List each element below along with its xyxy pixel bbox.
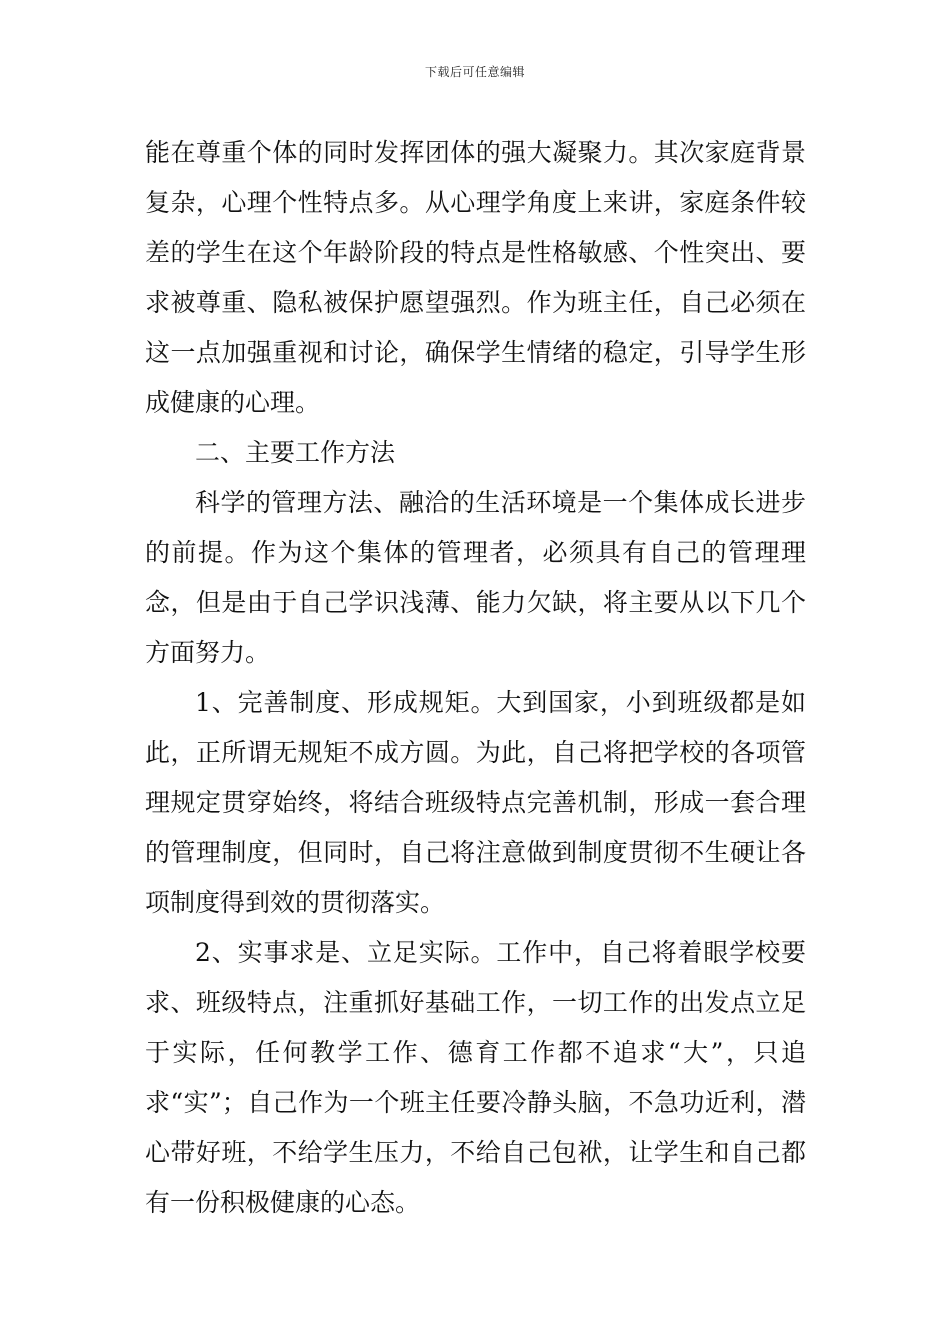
paragraph-intro: 科学的管理方法、融洽的生活环境是一个集体成长进步的前提。作为这个集体的管理者，必须具有自己的管理理念，但是由于自己学识浅薄、能力欠缺，将主要从以下几个方面努力。 [145, 488, 806, 667]
document-body [145, 128, 806, 1228]
paragraph-point-1: 1、完善制度、形成规矩。大到国家，小到班级都是如此，正所谓无规矩不成方圆。为此，自己将把学校的各项管理规定贯穿始终，将结合班级特点完善机制，形成一套合理的管理制度，但同时，自己将注意做到制度贯彻不生硬让各项制度得到效的贯彻落实。 [145, 688, 806, 917]
page-header: 下载后可任意编辑 [424, 65, 525, 79]
paragraph-continuation: 能在尊重个体的同时发挥团体的强大凝聚力。其次家庭背景复杂，心理个性特点多。从心理学角度上来讲，家庭条件较差的学生在这个年龄阶段的特点是性格敏感、个性突出、要求被尊重、隐私被保护愿望强烈。作为班主任，自己必须在这一点加强重视和讨论，确保学生情绪的稳定，引导学生形成健康的心理。 [145, 138, 806, 417]
section-heading: 二、主要工作方法 [195, 438, 396, 467]
paragraph-point-2: 2、实事求是、立足实际。工作中，自己将着眼学校要求、班级特点，注重抓好基础工作，一切工作的出发点立足于实际，任何教学工作、德育工作都不追求“大”，只追求“实”；自己作为一个班主任要冷静头脑，不急功近利，潜心带好班，不给学生压力，不给自己包袱，让学生和自己都有一份积极健康的心态。 [145, 938, 806, 1217]
